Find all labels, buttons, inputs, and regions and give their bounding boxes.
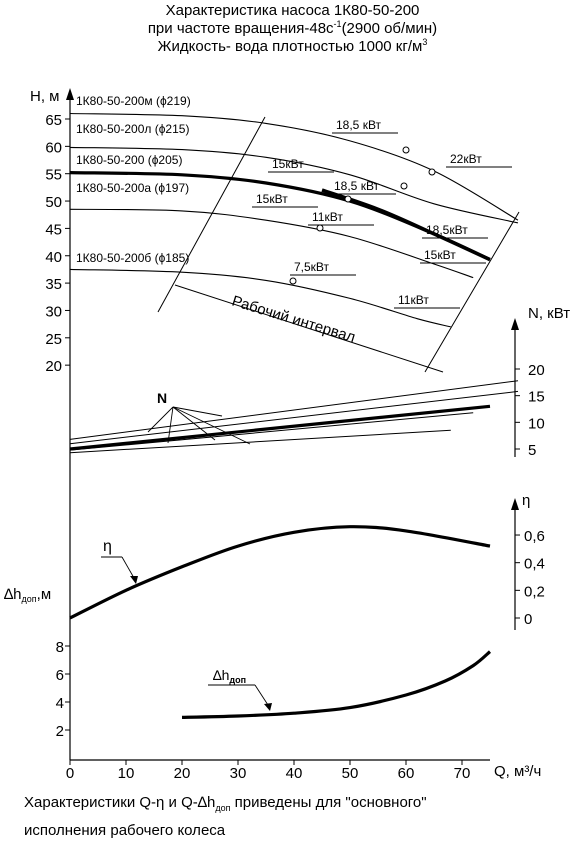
footer-note-line2: исполнения рабочего колеса <box>24 822 226 839</box>
h-tick-label: 35 <box>45 276 62 294</box>
n-curve <box>70 391 518 443</box>
n-axis-arrow <box>511 318 519 330</box>
n-curve <box>70 406 490 449</box>
chart-title: Характеристика насоса 1К80-50-200 <box>165 2 420 19</box>
q-tick-label: 60 <box>397 765 415 782</box>
dh-axis-label: $\Delta h_{доп},м$ <box>4 586 52 604</box>
dh-tick-label: 8 <box>55 639 64 656</box>
power-limit-marker <box>345 196 351 202</box>
q-axis-label: Q, м³/ч <box>494 763 542 780</box>
power-limit-marker <box>429 169 435 175</box>
dh-tick-label: 4 <box>55 695 64 712</box>
power-label: 11кВт <box>398 293 429 307</box>
power-limit-marker <box>403 147 409 153</box>
h-tick-label: 45 <box>45 221 62 239</box>
power-label: 11кВт <box>312 210 343 224</box>
n-axis-label: N, кВт <box>528 305 571 322</box>
h-tick-label: 20 <box>45 358 62 376</box>
eta-curve-label: η <box>103 538 112 555</box>
eta-tick-label: 0 <box>524 611 533 628</box>
working-range-label: Рабочий интервал <box>229 292 358 347</box>
power-label: 18,5кВт <box>426 223 468 237</box>
power-label: 18,5 кВт <box>336 118 382 132</box>
dh-curve <box>182 652 490 718</box>
h-tick-label: 60 <box>45 139 62 157</box>
n-tick-label: 20 <box>528 362 545 379</box>
h-tick-label: 30 <box>45 303 62 321</box>
power-label: 18,5 кВт <box>334 179 380 193</box>
power-limit-marker <box>317 225 323 231</box>
h-tick-label: 40 <box>45 248 62 266</box>
dh-label-arrowhead <box>264 703 272 711</box>
q-tick-label: 0 <box>65 765 75 782</box>
h-tick-label: 65 <box>45 112 62 129</box>
eta-label-arrowhead <box>130 576 138 584</box>
h-tick-label: 50 <box>45 194 62 212</box>
q-tick-label: 40 <box>285 765 303 782</box>
eta-label-leader <box>122 557 134 578</box>
h-curve <box>70 269 451 327</box>
h-curve-label: 1К80-50-200л (ϕ215) <box>76 122 190 136</box>
n-curve <box>70 430 451 452</box>
chart-subtitle-fluid: Жидкость- вода плотностью 1000 $кг/м^3$ <box>157 37 428 55</box>
q-tick-label: 50 <box>341 765 359 782</box>
h-curve-label: 1К80-50-200а (ϕ197) <box>76 181 190 195</box>
eta-axis-label: η <box>522 492 531 509</box>
h-tick-label: 25 <box>45 330 62 348</box>
chart-subtitle-speed: при частоте вращения-$48с^{-1}(2900$ об/мин) <box>147 19 438 37</box>
n-tick-label: 5 <box>528 441 537 459</box>
h-curve-label: 1К80-50-200б (ϕ185) <box>76 251 190 265</box>
power-label: 15кВт <box>424 248 456 262</box>
dh-label-leader <box>255 685 268 705</box>
n-label-leader <box>148 407 173 432</box>
n-tick-label: 10 <box>528 415 545 433</box>
eta-tick-label: 0,4 <box>524 555 545 573</box>
power-limit-marker <box>401 183 407 189</box>
working-range-left-boundary <box>158 117 265 312</box>
dh-tick-label: 2 <box>55 723 64 740</box>
h-curve-label: 1К80-50-200м (ϕ219) <box>76 94 191 108</box>
h-curve-label: 1К80-50-200 (ϕ205) <box>76 153 183 167</box>
h-axis-label: H, м <box>30 88 60 105</box>
h-curve <box>70 209 473 277</box>
eta-tick-label: 0,6 <box>524 528 545 546</box>
dh-tick-label: 6 <box>55 667 64 684</box>
power-label: 22кВт <box>450 152 482 166</box>
power-label: 7,5кВт <box>294 260 330 274</box>
q-tick-label: 70 <box>453 765 471 782</box>
n-tick-label: 15 <box>528 388 545 406</box>
power-label: 15кВт <box>272 157 304 171</box>
h-tick-label: 55 <box>45 166 62 184</box>
eta-curve <box>70 527 490 618</box>
q-tick-label: 30 <box>229 765 247 782</box>
n-label-leader <box>173 407 222 416</box>
power-limit-marker <box>290 278 296 284</box>
power-label: 15кВт <box>256 192 288 206</box>
eta-axis-arrow <box>511 498 519 510</box>
dh-curve-label: $\Delta h_{доп}$ <box>213 667 247 685</box>
h-axis-arrow <box>66 88 74 100</box>
footer-note: Характеристики Q-η и $Q-\Delta h_{доп}$ приведены для "основного" <box>24 794 427 813</box>
eta-tick-label: 0,2 <box>524 583 545 601</box>
n-curve-label: N <box>157 390 168 406</box>
q-tick-label: 20 <box>173 765 191 782</box>
q-tick-label: 10 <box>117 765 135 782</box>
